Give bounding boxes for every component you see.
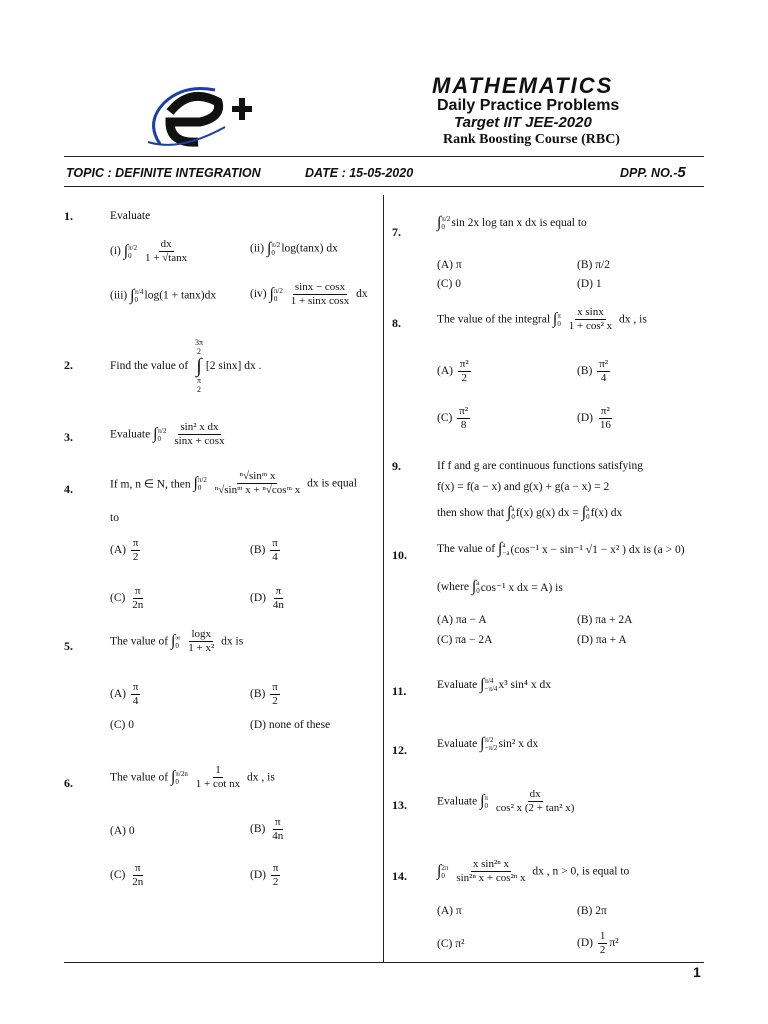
- q4-option-a[interactable]: (A) $\frac{\pi}{2}$: [110, 537, 139, 563]
- q13-number: 13.: [392, 798, 407, 812]
- q9-text: If f and g are continuous functions satisfying: [437, 460, 643, 472]
- q4-text: If m, n ∈ N, then ∫ π/2 0 $\frac{\text{ⁿ√sinᵐ x}}{\text{ⁿ√sinᵐ x + ⁿ√cosᵐ x}}$ dx is equal: [110, 470, 357, 496]
- subject-title: MATHEMATICS: [432, 73, 614, 98]
- series-title: Daily Practice Problems: [437, 97, 620, 114]
- q11-number: 11.: [392, 684, 407, 698]
- q6-option-b[interactable]: (B) $\frac{\pi}{4n}$: [250, 816, 284, 842]
- column-divider: [383, 195, 384, 962]
- q9-condition: f(x) = f(a − x) and g(x) + g(a − x) = 2: [437, 481, 610, 493]
- q8-option-a[interactable]: (A) $\frac{\text{π²}}{2}$: [437, 358, 469, 384]
- q1-part-ii: (ii) ∫ π/2 0 log(tanx) dx: [250, 240, 338, 257]
- q7-option-c[interactable]: (C) 0: [437, 278, 461, 290]
- q14-number: 14.: [392, 869, 407, 883]
- q6-number: 6.: [64, 776, 73, 790]
- page-number: 1: [693, 964, 701, 980]
- course-title: Rank Boosting Course (RBC): [443, 132, 620, 147]
- q2-number: 2.: [64, 358, 73, 372]
- q6-option-d[interactable]: (D) $\frac{\pi}{2}$: [250, 862, 279, 888]
- q7-option-d[interactable]: (D) 1: [577, 278, 602, 290]
- q4-option-c[interactable]: (C) $\frac{\pi}{2n}$: [110, 585, 144, 611]
- header-rule-bottom: [64, 186, 704, 187]
- q14-option-b[interactable]: (B) 2π: [577, 905, 607, 917]
- q1-number: 1.: [64, 209, 73, 223]
- q9-show-that: then show that ∫ a 0 f(x) g(x) dx = ∫ a 0 f(x) dx: [437, 504, 623, 521]
- q12-text: Evaluate ∫ π/2 −π/2 sin² x dx: [437, 735, 539, 752]
- q7-number: 7.: [392, 225, 401, 239]
- topic-label: TOPIC : DEFINITE INTEGRATION: [66, 166, 261, 180]
- q6-text: The value of ∫ π/2n 0 $\frac{1}{\text{1 + cot nx}}$ dx , is: [110, 764, 275, 790]
- q10-number: 10.: [392, 548, 407, 562]
- q14-text: ∫ 2π 0 $\frac{\text{x sin²ⁿ x}}{\text{sin²ⁿ x + cos²ⁿ x}}$ dx , n > 0, is equal to: [437, 858, 630, 884]
- q10-where: (where ∫ a 0 cos⁻¹ x dx = A) is: [437, 578, 563, 595]
- dpp-number: [620, 164, 686, 181]
- q8-option-d[interactable]: (D) $\frac{\text{π²}}{16}$: [577, 405, 611, 431]
- q5-option-d[interactable]: (D) none of these: [250, 719, 331, 731]
- q8-text: The value of the integral ∫ π 0 $\frac{\text{x sinx}}{\text{1 + cos² x}}$ dx , is: [437, 306, 647, 332]
- q6-option-c[interactable]: (C) $\frac{\pi}{2n}$: [110, 862, 144, 888]
- header-rule-top: [64, 156, 704, 157]
- q5-text: The value of ∫ ∞ 0 $\frac{\log x}{\text{1 + x²}}$ dx is: [110, 628, 244, 654]
- q1-part-iii: (iii) ∫ π/4 0 log(1 + tanx)dx: [110, 287, 217, 304]
- dpp-value: 5: [677, 164, 686, 181]
- q9-number: 9.: [392, 459, 401, 473]
- q10-option-d[interactable]: (D) πa + A: [577, 634, 627, 646]
- q7-text: ∫ π/2 0 sin 2x log tan x dx is equal to: [437, 214, 587, 231]
- q13-text: Evaluate ∫ π 0 $\frac{dx}{\text{cos² x (2 + tan² x)}}$: [437, 788, 575, 814]
- q11-text: Evaluate ∫ π/4 −π/4 x³ sin⁴ x dx: [437, 676, 551, 693]
- q8-number: 8.: [392, 316, 401, 330]
- q8-option-b[interactable]: (B) $\frac{\text{π²}}{4}$: [577, 358, 609, 384]
- dpp-label: DPP. NO.-: [620, 166, 678, 180]
- q14-option-c[interactable]: (C) π²: [437, 938, 465, 950]
- q12-number: 12.: [392, 743, 407, 757]
- q8-option-c[interactable]: (C) $\frac{\text{π²}}{8}$: [437, 405, 469, 431]
- target-title: Target IIT JEE-2020: [454, 114, 592, 131]
- q10-option-a[interactable]: (A) πa − A: [437, 614, 487, 626]
- q10-option-c[interactable]: (C) πa − 2A: [437, 634, 493, 646]
- q10-option-b[interactable]: (B) πa + 2A: [577, 614, 633, 626]
- q1-part-i: (i) ∫ π/2 0 $\frac{dx}{1 + √\tan x}$: [110, 238, 188, 264]
- q6-option-a[interactable]: (A) 0: [110, 825, 135, 837]
- q14-option-a[interactable]: (A) π: [437, 905, 462, 917]
- date-label: DATE : 15-05-2020: [305, 166, 414, 180]
- q5-number: 5.: [64, 639, 73, 653]
- footer-rule: [64, 962, 704, 963]
- q3-text: Evaluate ∫ π/2 0 $\frac{\text{sin² x dx}}{\sin x + \cos x}$: [110, 421, 225, 447]
- q2-text: Find the value of 3π 2 ∫ π 2 [2 sinx] dx .: [110, 338, 262, 394]
- q1-part-iv: (iv) ∫ π/2 0 $\frac{\sin x - \cos x}{\text{1 + sinx cosx}}$ dx: [250, 281, 368, 307]
- q7-option-a[interactable]: (A) π: [437, 259, 462, 271]
- q5-option-c[interactable]: (C) 0: [110, 719, 134, 731]
- q10-text: The value of ∫ a −a (cos⁻¹ x − sin⁻¹ √1 − x² ) dx is (a > 0): [437, 540, 685, 557]
- q4-option-b[interactable]: (B) $\frac{\pi}{4}$: [250, 537, 278, 563]
- q4-number: 4.: [64, 482, 73, 496]
- q1-text: Evaluate: [110, 210, 151, 222]
- q4-option-d[interactable]: (D) $\frac{\pi}{4n}$: [250, 585, 284, 611]
- q14-option-d[interactable]: (D) $\frac{1}{2}$ π²: [577, 930, 619, 956]
- q3-number: 3.: [64, 430, 73, 444]
- q7-option-b[interactable]: (B) π/2: [577, 259, 610, 271]
- q5-option-b[interactable]: (B) $\frac{\pi}{2}$: [250, 681, 278, 707]
- q5-option-a[interactable]: (A) $\frac{\pi}{4}$: [110, 681, 139, 707]
- brand-logo: [140, 82, 265, 157]
- q4-text-cont: to: [110, 512, 119, 524]
